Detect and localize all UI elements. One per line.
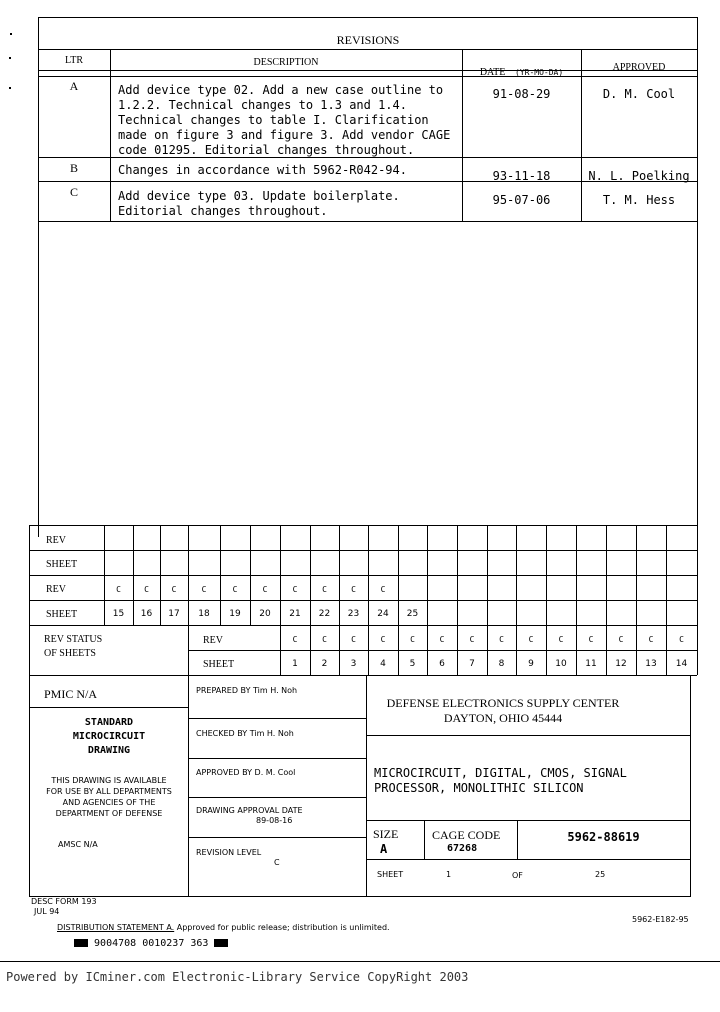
rev-cell: C xyxy=(292,585,298,594)
sheet-cell: 2 xyxy=(321,659,328,669)
rev-cell: C xyxy=(292,635,298,644)
rev-cell: C xyxy=(528,635,534,644)
revision-description: Changes in accordance with 5962-R042-94. xyxy=(118,163,407,177)
sheet-cell: 23 xyxy=(347,609,360,619)
revision-description: Add device type 02. Add a new case outline to 1.2.2. Technical changes to 1.3 and 1.4. Technical changes to table I. Clarification made on figure 3 and figure 3. Add vendor CAGE code 01295. Editorial changes throughout. xyxy=(118,83,451,157)
agency-name: DEFENSE ELECTRONICS SUPPLY CENTER DAYTON, OHIO 45444 xyxy=(386,696,620,725)
rev-cell: C xyxy=(439,635,445,644)
revision-ltr: C xyxy=(69,185,78,199)
standard-drawing-title: STANDARD MICROCIRCUIT DRAWING xyxy=(72,717,146,756)
sheet-cell: 4 xyxy=(380,659,386,669)
grid-sheet-label: SHEET xyxy=(203,659,235,670)
availability-notice: THIS DRAWING IS AVAILABLE FOR USE BY ALL DEPARTMENTS AND AGENCIES OF THE DEPARTMENT OF DEFENSE xyxy=(46,776,172,818)
sheet-cell: 19 xyxy=(229,609,241,619)
col-approved-header: APPROVED xyxy=(612,62,666,73)
amsc-label: AMSC N/A xyxy=(58,840,98,849)
revision-approved: N. L. Poelking xyxy=(588,169,690,183)
sheet-cell: 10 xyxy=(555,659,567,669)
rev-cell: C xyxy=(351,585,356,594)
approved-by: APPROVED BY D. M. Cool xyxy=(196,768,296,777)
rev-cell: C xyxy=(618,635,624,644)
sheet-cell: 22 xyxy=(318,609,331,619)
sheet-cell: 20 xyxy=(259,609,271,619)
revision-date: 95-07-06 xyxy=(492,193,551,207)
rev-cell: C xyxy=(558,635,564,644)
of-label: OF xyxy=(512,871,523,880)
sheet-value: 1 xyxy=(446,870,452,879)
margin-mark xyxy=(9,87,11,89)
rev-cell: C xyxy=(380,585,386,594)
margin-mark xyxy=(10,33,12,35)
approval-date-label: DRAWING APPROVAL DATE xyxy=(196,806,303,815)
sheet-cell: 25 xyxy=(406,609,419,619)
revision-date: 93-11-18 xyxy=(492,169,551,183)
powered-by-text: Powered by ICminer.com Electronic-Library Service CopyRight 2003 xyxy=(6,970,469,984)
approval-date: 89-08-16 xyxy=(256,816,293,825)
rev-status-label: REV STATUS OF SHEETS xyxy=(44,634,103,659)
rev-cell: C xyxy=(322,585,327,594)
rev-cell: C xyxy=(144,585,149,594)
of-value: 25 xyxy=(595,870,606,879)
barcode-text: 9004708 0010237 363 xyxy=(94,938,209,949)
cage-value: 67268 xyxy=(447,843,478,854)
barcode-line xyxy=(74,938,228,949)
sheet-cell: 1 xyxy=(292,659,298,669)
col-date-header xyxy=(462,60,581,79)
prepared-by: PREPARED BY Tim H. Noh xyxy=(196,686,298,695)
sheet-cell: 14 xyxy=(675,659,688,669)
sheet-cell: 15 xyxy=(112,609,125,619)
sheet-cell: 5 xyxy=(409,659,416,669)
rev-cell: C xyxy=(351,635,356,644)
revision-ltr: A xyxy=(69,79,79,93)
sheet-cell: 11 xyxy=(585,659,597,669)
sheet-label: SHEET xyxy=(377,870,404,879)
revision-approved: T. M. Hess xyxy=(602,193,676,207)
checked-by: CHECKED BY Tim H. Noh xyxy=(196,729,294,738)
pmic-label: PMIC N/A xyxy=(44,687,98,701)
rev-cell: C xyxy=(410,635,415,644)
sheet-cell: 6 xyxy=(439,659,445,669)
cage-label: CAGE CODE xyxy=(432,828,501,842)
sheet-cell: 3 xyxy=(350,659,357,669)
grid-rev-label: REV xyxy=(46,535,66,546)
rev-cell: C xyxy=(588,635,594,644)
drawing-number: 5962-88619 xyxy=(567,830,640,844)
rev-cell: C xyxy=(679,635,684,644)
revision-ltr: B xyxy=(69,161,78,175)
form-number: 5962-E182-95 xyxy=(632,915,689,924)
grid-rev-label: REV xyxy=(46,584,66,595)
drawing-title: MICROCIRCUIT, DIGITAL, CMOS, SIGNAL PROCESSOR, MONOLITHIC SILICON xyxy=(374,766,627,795)
sheet-cell: 7 xyxy=(469,659,475,669)
rev-cell: C xyxy=(648,635,654,644)
barcode-mark xyxy=(214,939,228,947)
sheet-cell: 9 xyxy=(528,659,534,669)
grid-sheet-label: SHEET xyxy=(46,559,78,570)
col-description-header: DESCRIPTION xyxy=(253,57,319,68)
form-label: DESC FORM 193 xyxy=(31,897,97,906)
distribution-statement: DISTRIBUTION STATEMENT A. Approved for public release; distribution is unlimited. xyxy=(57,923,390,932)
size-value: A xyxy=(380,842,388,856)
col-ltr-header: LTR xyxy=(65,55,83,66)
sheet-cell: 16 xyxy=(140,609,153,619)
sheet-cell: 21 xyxy=(289,609,301,619)
rev-cell: C xyxy=(322,635,327,644)
rev-cell: C xyxy=(499,635,504,644)
revision-approved: D. M. Cool xyxy=(602,87,676,101)
date-format-label: (YR-MO-DA) xyxy=(515,68,564,77)
rev-cell: C xyxy=(116,585,121,594)
sheet-cell: 17 xyxy=(168,609,180,619)
sheet-cell: 13 xyxy=(645,659,657,669)
sheet-cell: 12 xyxy=(615,659,627,669)
revision-level: C xyxy=(274,858,280,867)
rev-cell: C xyxy=(201,585,207,594)
rev-cell: C xyxy=(380,635,386,644)
rev-cell: C xyxy=(262,585,268,594)
sheet-cell: 24 xyxy=(377,609,389,619)
grid-sheet-label: SHEET xyxy=(46,609,78,620)
margin-mark xyxy=(9,57,11,59)
revision-date: 91-08-29 xyxy=(492,87,551,101)
grid-rev-label: REV xyxy=(203,635,223,646)
revision-description: Add device type 03. Update boilerplate. Editorial changes throughout. xyxy=(118,189,400,218)
barcode-mark xyxy=(74,939,88,947)
rev-cell: C xyxy=(171,585,177,594)
sheet-cell: 8 xyxy=(498,659,505,669)
size-label: SIZE xyxy=(373,827,399,841)
sheet-cell: 18 xyxy=(198,609,210,619)
revisions-title: REVISIONS xyxy=(336,33,400,47)
date-header-label: DATE xyxy=(479,67,506,78)
rev-cell: C xyxy=(232,585,238,594)
rev-cell: C xyxy=(469,635,475,644)
revision-level-label: REVISION LEVEL xyxy=(196,848,262,857)
form-date: JUL 94 xyxy=(34,907,60,916)
